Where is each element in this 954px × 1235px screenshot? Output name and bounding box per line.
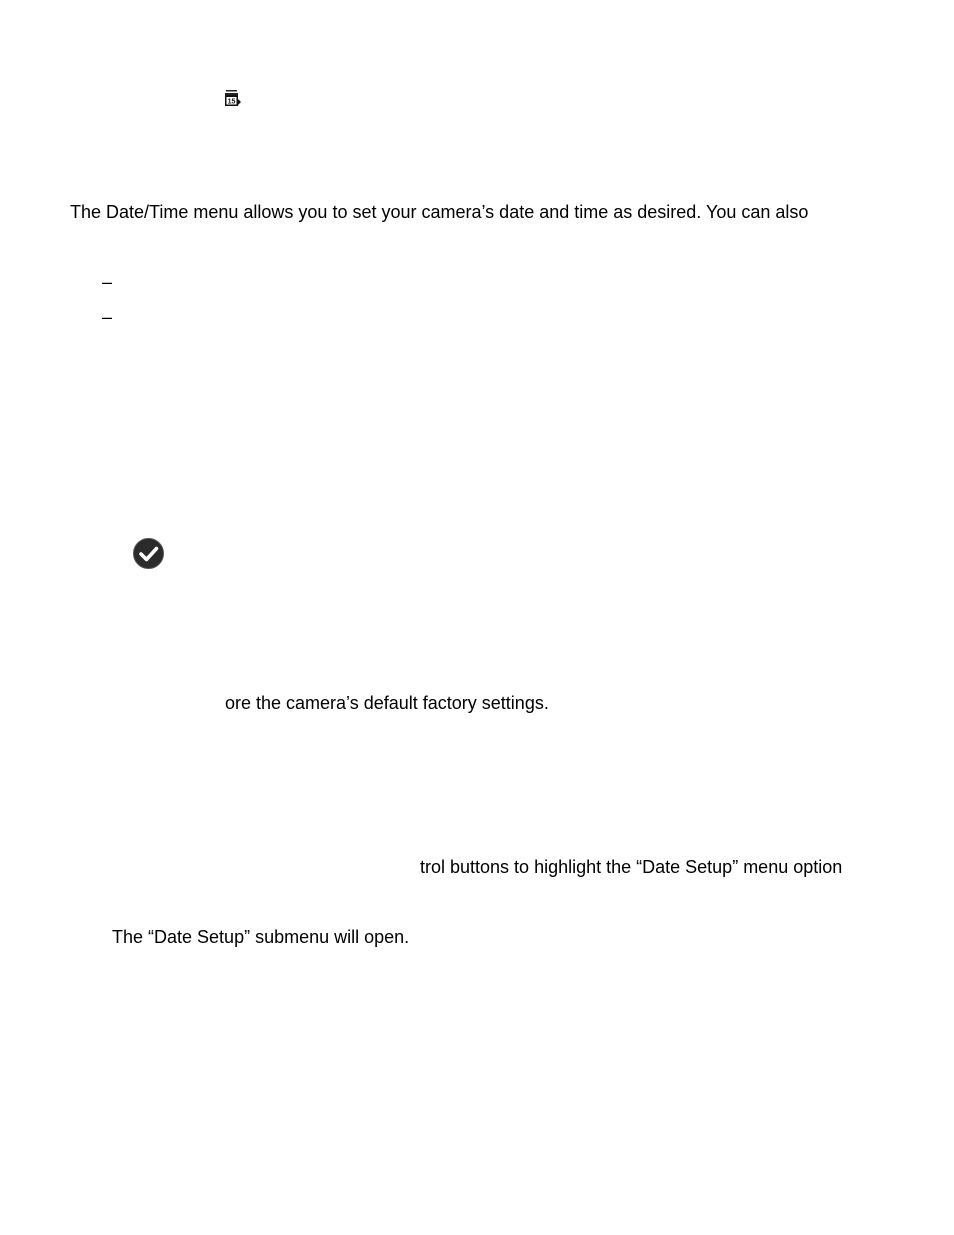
checkmark-circle-icon — [132, 537, 165, 570]
svg-text:15: 15 — [227, 98, 236, 106]
bullet-marker: – — [102, 307, 113, 327]
intro-text: The Date/Time menu allows you to set your camera’s date and time as desired. You can also — [70, 202, 809, 222]
calendar-icon — [224, 89, 242, 107]
step-instruction: trol buttons to highlight the “Date Setup” menu option — [420, 857, 843, 877]
bullet-marker: – — [102, 272, 113, 292]
note-text: ore the camera’s default factory settings. — [225, 693, 549, 713]
step-result: The “Date Setup” submenu will open. — [112, 927, 410, 947]
